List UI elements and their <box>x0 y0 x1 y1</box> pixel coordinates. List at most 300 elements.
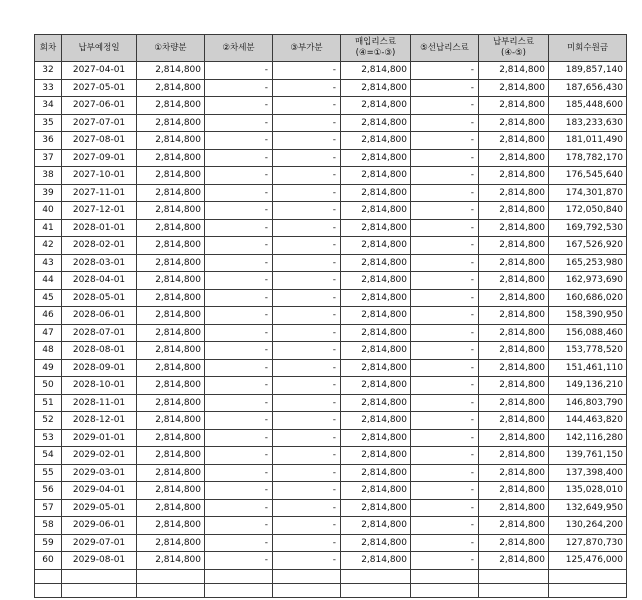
empty-cell <box>62 569 137 583</box>
cell-vehicle-portion: 2,814,800 <box>137 272 205 290</box>
cell-payable-fee: 2,814,800 <box>479 97 549 115</box>
cell-vehicle-tax: - <box>205 62 273 80</box>
cell-vehicle-tax: - <box>205 114 273 132</box>
cell-payable-fee: 2,814,800 <box>479 79 549 97</box>
cell-unrecovered-principal: 149,136,210 <box>549 377 627 395</box>
cell-vat: - <box>273 447 341 465</box>
header-due-date: 납부예정일 <box>62 35 137 62</box>
cell-purchase-fee: 2,814,800 <box>341 289 411 307</box>
cell-due-date: 2027-07-01 <box>62 114 137 132</box>
cell-payable-fee: 2,814,800 <box>479 447 549 465</box>
table-row <box>35 429 627 447</box>
empty-cell <box>341 569 411 583</box>
cell-due-date: 2027-09-01 <box>62 149 137 167</box>
cell-vat: - <box>273 394 341 412</box>
cell-vat: - <box>273 237 341 255</box>
cell-prepaid-fee: - <box>411 534 479 552</box>
cell-vat: - <box>273 464 341 482</box>
cell-vehicle-portion: 2,814,800 <box>137 412 205 430</box>
cell-installment: 38 <box>35 167 62 185</box>
cell-prepaid-fee: - <box>411 499 479 517</box>
cell-unrecovered-principal: 162,973,690 <box>549 272 627 290</box>
cell-payable-fee: 2,814,800 <box>479 499 549 517</box>
cell-due-date: 2028-07-01 <box>62 324 137 342</box>
cell-payable-fee: 2,814,800 <box>479 534 549 552</box>
cell-purchase-fee: 2,814,800 <box>341 219 411 237</box>
table-row <box>35 149 627 167</box>
cell-due-date: 2029-01-01 <box>62 429 137 447</box>
cell-vehicle-portion: 2,814,800 <box>137 184 205 202</box>
cell-installment: 37 <box>35 149 62 167</box>
header-vat-portion: ③부가분 <box>273 35 341 62</box>
cell-vehicle-tax: - <box>205 464 273 482</box>
cell-prepaid-fee: - <box>411 219 479 237</box>
cell-purchase-fee: 2,814,800 <box>341 254 411 272</box>
cell-installment: 53 <box>35 429 62 447</box>
cell-due-date: 2029-07-01 <box>62 534 137 552</box>
cell-vat: - <box>273 307 341 325</box>
cell-prepaid-fee: - <box>411 324 479 342</box>
table-row <box>35 464 627 482</box>
cell-purchase-fee: 2,814,800 <box>341 482 411 500</box>
header-prepaid-lease-fee: ⑤선납리스료 <box>411 35 479 62</box>
cell-vehicle-tax: - <box>205 359 273 377</box>
cell-vat: - <box>273 377 341 395</box>
cell-payable-fee: 2,814,800 <box>479 482 549 500</box>
cell-vat: - <box>273 517 341 535</box>
cell-installment: 58 <box>35 517 62 535</box>
empty-cell <box>137 583 205 597</box>
table-row <box>35 219 627 237</box>
cell-unrecovered-principal: 181,011,490 <box>549 132 627 150</box>
cell-installment: 41 <box>35 219 62 237</box>
empty-row <box>35 569 627 583</box>
cell-due-date: 2029-03-01 <box>62 464 137 482</box>
cell-prepaid-fee: - <box>411 429 479 447</box>
empty-cell <box>35 583 62 597</box>
cell-installment: 50 <box>35 377 62 395</box>
cell-payable-fee: 2,814,800 <box>479 254 549 272</box>
cell-purchase-fee: 2,814,800 <box>341 114 411 132</box>
cell-vehicle-tax: - <box>205 167 273 185</box>
cell-purchase-fee: 2,814,800 <box>341 429 411 447</box>
cell-payable-fee: 2,814,800 <box>479 219 549 237</box>
cell-prepaid-fee: - <box>411 167 479 185</box>
cell-purchase-fee: 2,814,800 <box>341 307 411 325</box>
header-row <box>35 35 627 62</box>
cell-due-date: 2028-12-01 <box>62 412 137 430</box>
table-row <box>35 132 627 150</box>
cell-unrecovered-principal: 146,803,790 <box>549 394 627 412</box>
cell-due-date: 2027-05-01 <box>62 79 137 97</box>
cell-unrecovered-principal: 125,476,000 <box>549 552 627 570</box>
cell-installment: 49 <box>35 359 62 377</box>
lease-payment-schedule-table <box>34 34 627 598</box>
cell-vehicle-tax: - <box>205 534 273 552</box>
cell-due-date: 2028-02-01 <box>62 237 137 255</box>
header-vehicle-portion: ①차량분 <box>137 35 205 62</box>
cell-unrecovered-principal: 137,398,400 <box>549 464 627 482</box>
cell-installment: 47 <box>35 324 62 342</box>
cell-prepaid-fee: - <box>411 237 479 255</box>
cell-purchase-fee: 2,814,800 <box>341 132 411 150</box>
cell-due-date: 2028-04-01 <box>62 272 137 290</box>
empty-cell <box>549 569 627 583</box>
table-row <box>35 394 627 412</box>
empty-cell <box>411 569 479 583</box>
cell-unrecovered-principal: 156,088,460 <box>549 324 627 342</box>
cell-installment: 43 <box>35 254 62 272</box>
cell-installment: 52 <box>35 412 62 430</box>
table-row <box>35 202 627 220</box>
cell-payable-fee: 2,814,800 <box>479 517 549 535</box>
cell-vat: - <box>273 342 341 360</box>
cell-prepaid-fee: - <box>411 482 479 500</box>
cell-payable-fee: 2,814,800 <box>479 62 549 80</box>
cell-installment: 40 <box>35 202 62 220</box>
cell-unrecovered-principal: 183,233,630 <box>549 114 627 132</box>
cell-vehicle-portion: 2,814,800 <box>137 307 205 325</box>
cell-vehicle-portion: 2,814,800 <box>137 219 205 237</box>
cell-due-date: 2027-08-01 <box>62 132 137 150</box>
cell-purchase-fee: 2,814,800 <box>341 272 411 290</box>
cell-unrecovered-principal: 172,050,840 <box>549 202 627 220</box>
header-purchase-lease-fee: 매입리스료 (④=①-③) <box>341 35 411 62</box>
cell-vehicle-portion: 2,814,800 <box>137 534 205 552</box>
cell-vehicle-portion: 2,814,800 <box>137 289 205 307</box>
cell-unrecovered-principal: 127,870,730 <box>549 534 627 552</box>
table-row <box>35 167 627 185</box>
cell-vehicle-portion: 2,814,800 <box>137 324 205 342</box>
cell-vat: - <box>273 272 341 290</box>
cell-prepaid-fee: - <box>411 149 479 167</box>
cell-vat: - <box>273 79 341 97</box>
cell-unrecovered-principal: 185,448,600 <box>549 97 627 115</box>
cell-vehicle-tax: - <box>205 184 273 202</box>
cell-payable-fee: 2,814,800 <box>479 394 549 412</box>
cell-purchase-fee: 2,814,800 <box>341 324 411 342</box>
cell-unrecovered-principal: 187,656,430 <box>549 79 627 97</box>
cell-vat: - <box>273 324 341 342</box>
cell-unrecovered-principal: 144,463,820 <box>549 412 627 430</box>
cell-due-date: 2027-11-01 <box>62 184 137 202</box>
cell-due-date: 2028-11-01 <box>62 394 137 412</box>
cell-installment: 55 <box>35 464 62 482</box>
cell-vehicle-portion: 2,814,800 <box>137 482 205 500</box>
header-installment: 회차 <box>35 35 62 62</box>
cell-unrecovered-principal: 167,526,920 <box>549 237 627 255</box>
cell-prepaid-fee: - <box>411 517 479 535</box>
cell-prepaid-fee: - <box>411 377 479 395</box>
cell-payable-fee: 2,814,800 <box>479 237 549 255</box>
cell-prepaid-fee: - <box>411 254 479 272</box>
cell-vat: - <box>273 499 341 517</box>
cell-unrecovered-principal: 151,461,110 <box>549 359 627 377</box>
cell-purchase-fee: 2,814,800 <box>341 79 411 97</box>
cell-prepaid-fee: - <box>411 202 479 220</box>
cell-unrecovered-principal: 174,301,870 <box>549 184 627 202</box>
cell-vat: - <box>273 114 341 132</box>
empty-cell <box>549 583 627 597</box>
cell-vehicle-tax: - <box>205 272 273 290</box>
cell-vat: - <box>273 62 341 80</box>
cell-installment: 48 <box>35 342 62 360</box>
cell-unrecovered-principal: 153,778,520 <box>549 342 627 360</box>
cell-payable-fee: 2,814,800 <box>479 272 549 290</box>
cell-vat: - <box>273 552 341 570</box>
cell-purchase-fee: 2,814,800 <box>341 394 411 412</box>
cell-due-date: 2027-12-01 <box>62 202 137 220</box>
cell-unrecovered-principal: 139,761,150 <box>549 447 627 465</box>
cell-vehicle-portion: 2,814,800 <box>137 447 205 465</box>
cell-payable-fee: 2,814,800 <box>479 149 549 167</box>
cell-vehicle-tax: - <box>205 447 273 465</box>
cell-vat: - <box>273 97 341 115</box>
cell-payable-fee: 2,814,800 <box>479 202 549 220</box>
cell-vehicle-tax: - <box>205 377 273 395</box>
cell-vehicle-portion: 2,814,800 <box>137 499 205 517</box>
empty-cell <box>479 583 549 597</box>
cell-vehicle-portion: 2,814,800 <box>137 254 205 272</box>
cell-vehicle-portion: 2,814,800 <box>137 552 205 570</box>
empty-cell <box>62 583 137 597</box>
cell-installment: 54 <box>35 447 62 465</box>
cell-prepaid-fee: - <box>411 79 479 97</box>
cell-due-date: 2027-04-01 <box>62 62 137 80</box>
cell-prepaid-fee: - <box>411 307 479 325</box>
cell-due-date: 2029-08-01 <box>62 552 137 570</box>
cell-installment: 36 <box>35 132 62 150</box>
cell-due-date: 2028-01-01 <box>62 219 137 237</box>
cell-purchase-fee: 2,814,800 <box>341 184 411 202</box>
table-row <box>35 359 627 377</box>
cell-vat: - <box>273 289 341 307</box>
cell-installment: 45 <box>35 289 62 307</box>
cell-vehicle-portion: 2,814,800 <box>137 359 205 377</box>
cell-prepaid-fee: - <box>411 289 479 307</box>
cell-unrecovered-principal: 160,686,020 <box>549 289 627 307</box>
cell-payable-fee: 2,814,800 <box>479 377 549 395</box>
cell-payable-fee: 2,814,800 <box>479 307 549 325</box>
table-row <box>35 447 627 465</box>
cell-vehicle-tax: - <box>205 517 273 535</box>
cell-unrecovered-principal: 132,649,950 <box>549 499 627 517</box>
table-row <box>35 342 627 360</box>
cell-due-date: 2028-09-01 <box>62 359 137 377</box>
table-row <box>35 499 627 517</box>
cell-installment: 57 <box>35 499 62 517</box>
table-row <box>35 324 627 342</box>
cell-unrecovered-principal: 178,782,170 <box>549 149 627 167</box>
cell-vehicle-tax: - <box>205 412 273 430</box>
cell-vehicle-tax: - <box>205 237 273 255</box>
cell-prepaid-fee: - <box>411 97 479 115</box>
cell-prepaid-fee: - <box>411 552 479 570</box>
cell-vat: - <box>273 184 341 202</box>
cell-due-date: 2029-04-01 <box>62 482 137 500</box>
cell-vat: - <box>273 359 341 377</box>
cell-vat: - <box>273 534 341 552</box>
cell-unrecovered-principal: 189,857,140 <box>549 62 627 80</box>
cell-payable-fee: 2,814,800 <box>479 429 549 447</box>
cell-payable-fee: 2,814,800 <box>479 132 549 150</box>
cell-vehicle-portion: 2,814,800 <box>137 342 205 360</box>
cell-payable-fee: 2,814,800 <box>479 552 549 570</box>
cell-prepaid-fee: - <box>411 62 479 80</box>
cell-prepaid-fee: - <box>411 447 479 465</box>
cell-vehicle-tax: - <box>205 307 273 325</box>
cell-vehicle-portion: 2,814,800 <box>137 97 205 115</box>
cell-payable-fee: 2,814,800 <box>479 184 549 202</box>
cell-prepaid-fee: - <box>411 394 479 412</box>
cell-payable-fee: 2,814,800 <box>479 412 549 430</box>
table-row <box>35 552 627 570</box>
cell-vat: - <box>273 429 341 447</box>
cell-purchase-fee: 2,814,800 <box>341 237 411 255</box>
empty-cell <box>273 583 341 597</box>
empty-cell <box>205 583 273 597</box>
cell-vehicle-tax: - <box>205 79 273 97</box>
cell-vehicle-tax: - <box>205 482 273 500</box>
table-row <box>35 62 627 80</box>
cell-vehicle-portion: 2,814,800 <box>137 114 205 132</box>
table-row <box>35 79 627 97</box>
cell-payable-fee: 2,814,800 <box>479 167 549 185</box>
cell-vehicle-portion: 2,814,800 <box>137 377 205 395</box>
cell-payable-fee: 2,814,800 <box>479 342 549 360</box>
cell-unrecovered-principal: 130,264,200 <box>549 517 627 535</box>
cell-vehicle-portion: 2,814,800 <box>137 167 205 185</box>
cell-vehicle-portion: 2,814,800 <box>137 394 205 412</box>
table-row <box>35 517 627 535</box>
cell-vehicle-tax: - <box>205 552 273 570</box>
cell-vehicle-portion: 2,814,800 <box>137 62 205 80</box>
cell-unrecovered-principal: 165,253,980 <box>549 254 627 272</box>
cell-installment: 56 <box>35 482 62 500</box>
cell-due-date: 2029-02-01 <box>62 447 137 465</box>
cell-payable-fee: 2,814,800 <box>479 464 549 482</box>
empty-row <box>35 583 627 597</box>
table-row <box>35 97 627 115</box>
table-row <box>35 184 627 202</box>
cell-purchase-fee: 2,814,800 <box>341 62 411 80</box>
cell-prepaid-fee: - <box>411 412 479 430</box>
empty-cell <box>137 569 205 583</box>
cell-unrecovered-principal: 135,028,010 <box>549 482 627 500</box>
header-vehicle-tax-portion: ②차세분 <box>205 35 273 62</box>
cell-purchase-fee: 2,814,800 <box>341 149 411 167</box>
cell-installment: 59 <box>35 534 62 552</box>
cell-unrecovered-principal: 142,116,280 <box>549 429 627 447</box>
cell-vehicle-portion: 2,814,800 <box>137 202 205 220</box>
cell-due-date: 2027-06-01 <box>62 97 137 115</box>
cell-vehicle-portion: 2,814,800 <box>137 429 205 447</box>
cell-installment: 32 <box>35 62 62 80</box>
cell-installment: 51 <box>35 394 62 412</box>
cell-vehicle-tax: - <box>205 149 273 167</box>
schedule-body <box>35 62 627 598</box>
empty-cell <box>205 569 273 583</box>
empty-cell <box>341 583 411 597</box>
cell-vehicle-tax: - <box>205 132 273 150</box>
cell-installment: 34 <box>35 97 62 115</box>
cell-purchase-fee: 2,814,800 <box>341 534 411 552</box>
cell-installment: 33 <box>35 79 62 97</box>
table-row <box>35 482 627 500</box>
cell-vehicle-tax: - <box>205 97 273 115</box>
cell-prepaid-fee: - <box>411 114 479 132</box>
cell-purchase-fee: 2,814,800 <box>341 412 411 430</box>
cell-prepaid-fee: - <box>411 272 479 290</box>
empty-cell <box>273 569 341 583</box>
table-row <box>35 377 627 395</box>
cell-due-date: 2028-08-01 <box>62 342 137 360</box>
empty-cell <box>35 569 62 583</box>
cell-due-date: 2028-05-01 <box>62 289 137 307</box>
cell-purchase-fee: 2,814,800 <box>341 499 411 517</box>
cell-vehicle-portion: 2,814,800 <box>137 79 205 97</box>
cell-vat: - <box>273 167 341 185</box>
cell-vat: - <box>273 149 341 167</box>
table-row <box>35 307 627 325</box>
table-row <box>35 289 627 307</box>
cell-payable-fee: 2,814,800 <box>479 289 549 307</box>
table-row <box>35 114 627 132</box>
cell-installment: 35 <box>35 114 62 132</box>
cell-vehicle-tax: - <box>205 219 273 237</box>
cell-purchase-fee: 2,814,800 <box>341 552 411 570</box>
cell-installment: 46 <box>35 307 62 325</box>
cell-due-date: 2027-10-01 <box>62 167 137 185</box>
cell-vehicle-portion: 2,814,800 <box>137 517 205 535</box>
cell-vehicle-portion: 2,814,800 <box>137 464 205 482</box>
cell-prepaid-fee: - <box>411 464 479 482</box>
table-row <box>35 254 627 272</box>
cell-unrecovered-principal: 176,545,640 <box>549 167 627 185</box>
cell-purchase-fee: 2,814,800 <box>341 517 411 535</box>
cell-prepaid-fee: - <box>411 132 479 150</box>
cell-vehicle-tax: - <box>205 324 273 342</box>
header-payable-lease-fee: 납부리스료 (④-⑤) <box>479 35 549 62</box>
table-row <box>35 412 627 430</box>
table-row <box>35 237 627 255</box>
cell-unrecovered-principal: 158,390,950 <box>549 307 627 325</box>
table-row <box>35 272 627 290</box>
cell-purchase-fee: 2,814,800 <box>341 342 411 360</box>
cell-prepaid-fee: - <box>411 184 479 202</box>
cell-purchase-fee: 2,814,800 <box>341 359 411 377</box>
cell-due-date: 2029-05-01 <box>62 499 137 517</box>
cell-payable-fee: 2,814,800 <box>479 114 549 132</box>
cell-payable-fee: 2,814,800 <box>479 324 549 342</box>
cell-vehicle-tax: - <box>205 289 273 307</box>
cell-vat: - <box>273 132 341 150</box>
cell-purchase-fee: 2,814,800 <box>341 377 411 395</box>
cell-due-date: 2028-06-01 <box>62 307 137 325</box>
cell-purchase-fee: 2,814,800 <box>341 202 411 220</box>
cell-vat: - <box>273 202 341 220</box>
cell-installment: 44 <box>35 272 62 290</box>
cell-vehicle-portion: 2,814,800 <box>137 237 205 255</box>
cell-payable-fee: 2,814,800 <box>479 359 549 377</box>
cell-purchase-fee: 2,814,800 <box>341 97 411 115</box>
cell-vehicle-portion: 2,814,800 <box>137 149 205 167</box>
cell-installment: 39 <box>35 184 62 202</box>
cell-purchase-fee: 2,814,800 <box>341 447 411 465</box>
cell-purchase-fee: 2,814,800 <box>341 464 411 482</box>
cell-unrecovered-principal: 169,792,530 <box>549 219 627 237</box>
header-unrecovered-principal: 미회수원금 <box>549 35 627 62</box>
